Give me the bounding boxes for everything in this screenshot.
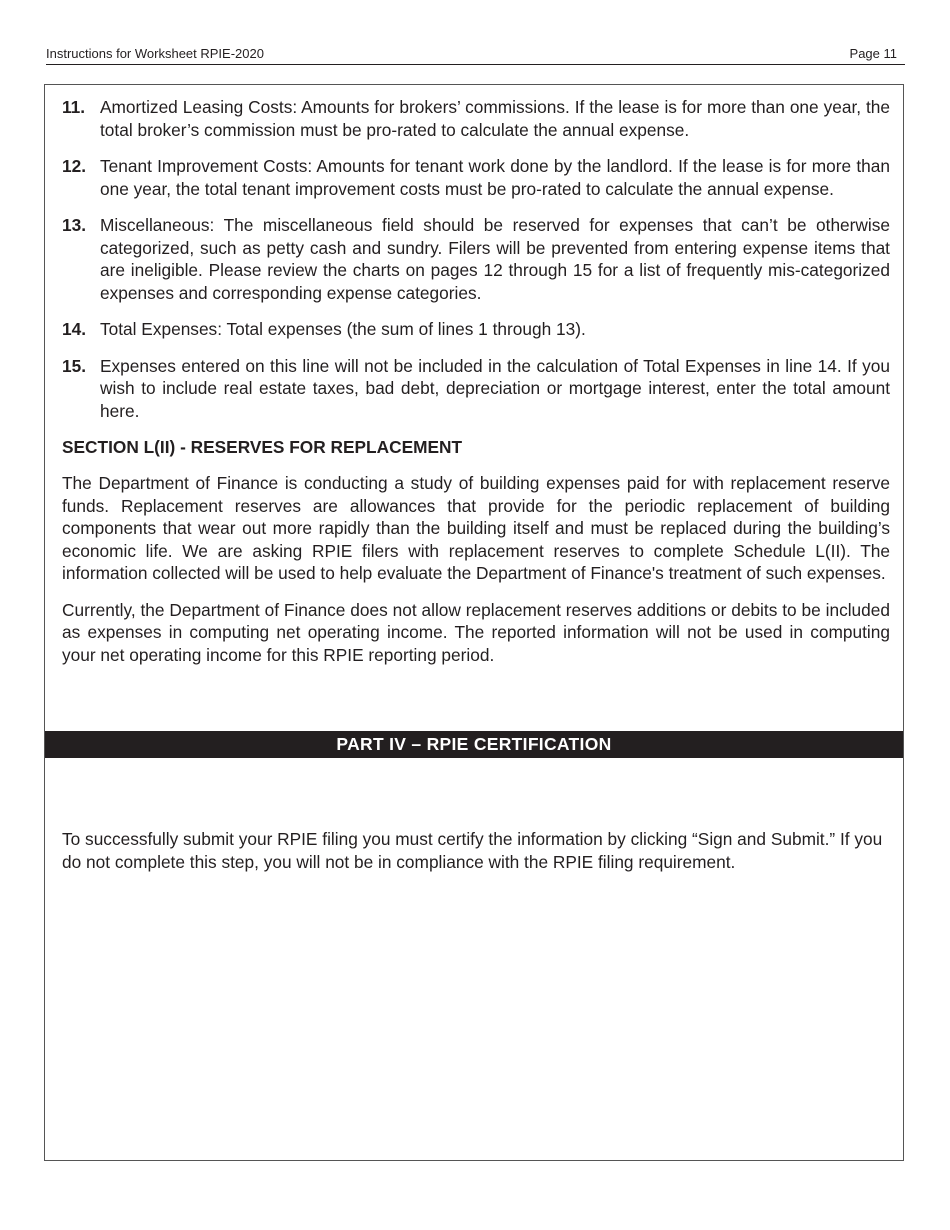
item-number: 13.: [62, 215, 87, 235]
item-text: Total Expenses: Total expenses (the sum of lines 1 through 13).: [100, 319, 586, 339]
item-text: Expenses entered on this line will not be included in the calculation of Total Expenses in line 14. If you wish to include real estate taxes, bad debt, depreciation or mortgage interest, enter the total amount here.: [100, 355, 890, 421]
part-heading-bar: PART IV – RPIE CERTIFICATION: [45, 731, 903, 758]
list-item-13: [62, 214, 890, 304]
document-title: Instructions for Worksheet RPIE-2020: [46, 46, 264, 61]
item-number: 15.: [62, 355, 87, 376]
running-header: [46, 44, 905, 65]
reserves-paragraph-2: Currently, the Department of Finance does not allow replacement reserves additions or debits to be included as expenses in computing net operating income. The reported information will not be used in computing your net operating income for this RPIE reporting period.: [62, 599, 890, 665]
reserves-paragraph-1: The Department of Finance is conducting a study of building expenses paid for with replacement reserve funds. Replacement reserves are allowances that provide for the periodic replacement of building components that wear out more rapidly than the building itself and must be replaced during the building’s economic life. We are asking RPIE filers with replacement reserves to complete Schedule L(II). The information collected will be used to help evaluate the Department of Finance's treatment of such expenses.: [62, 473, 890, 583]
item-number: 14.: [62, 319, 87, 339]
list-item-14: [62, 318, 890, 341]
item-text: Tenant Improvement Costs: Amounts for tenant work done by the landlord. If the lease is for more than one year, the total tenant improvement costs must be pro-rated to calculate the annual expense.: [100, 156, 890, 199]
content-frame: [44, 84, 904, 1161]
certification-paragraph: To successfully submit your RPIE filing you must certify the information by clicking “Sign and Submit.” If you do not complete this step, you will not be in compliance with the RPIE filing requirement.: [62, 829, 883, 872]
list-item-15: [62, 355, 890, 423]
item-text: Amortized Leasing Costs: Amounts for brokers’ commissions. If the lease is for more than one year, the total broker’s commission must be pro-rated to calculate the annual expense.: [100, 97, 890, 140]
section-heading: SECTION L(II) - RESERVES FOR REPLACEMENT: [62, 437, 463, 457]
item-number: 11.: [62, 97, 86, 117]
list-item-11: [62, 96, 890, 141]
item-text: Miscellaneous: The miscellaneous field should be reserved for expenses that can’t be otherwise categorized, such as petty cash and sundry. Filers will be prevented from entering expense items that are ineligible. Please review the charts on pages 12 through 15 for a list of frequently mis-categorized expenses and corresponding expense categories.: [100, 215, 890, 303]
instructions-list: [62, 96, 890, 680]
page-number: Page 11: [849, 46, 897, 61]
list-item-12: [62, 155, 890, 200]
item-number: 12.: [62, 156, 87, 176]
